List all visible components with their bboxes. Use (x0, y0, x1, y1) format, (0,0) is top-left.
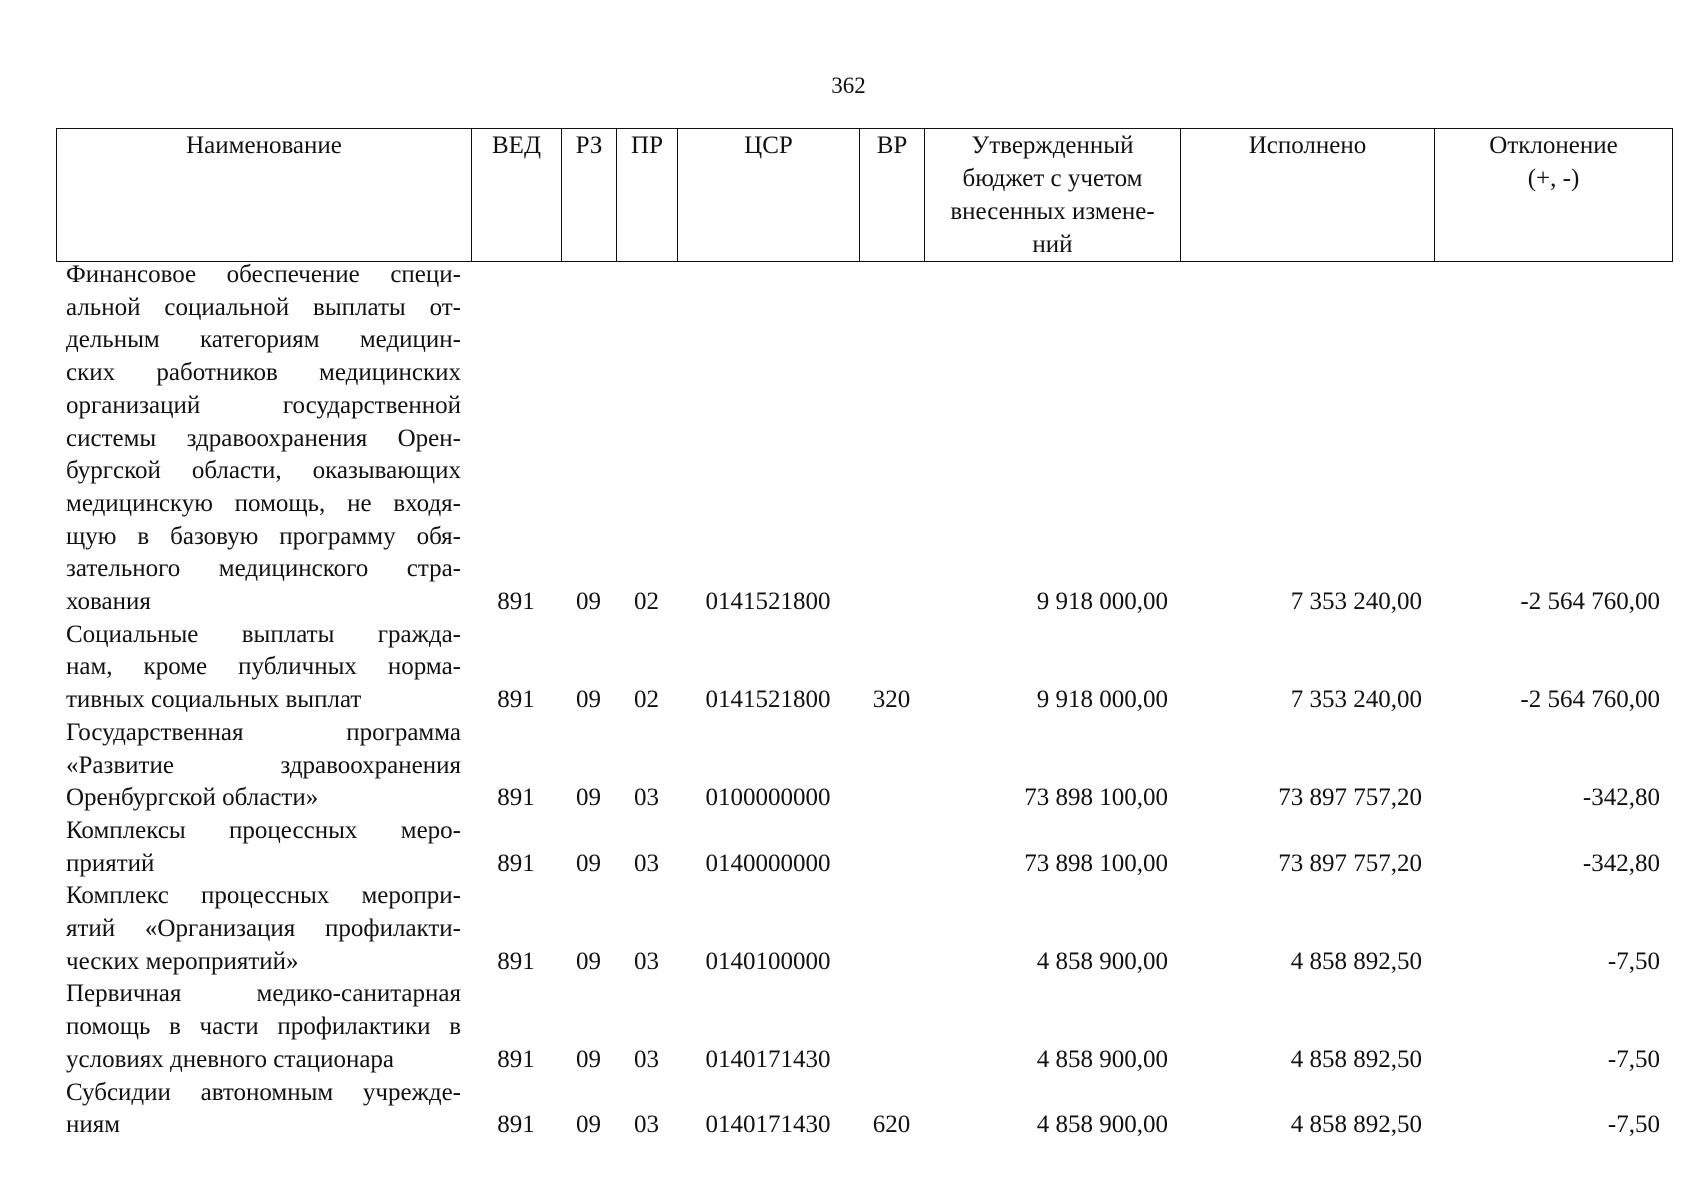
row-ved: 891 (497, 588, 535, 616)
row-name-line: Социальные выплаты гражда- (66, 620, 461, 648)
row-name-line: условиях дневного стационара (66, 1045, 395, 1073)
row-name-line: медицинскую помощь, не входя- (66, 489, 461, 517)
row-csr: 0141521800 (705, 686, 831, 714)
row-executed: 73 897 757,20 (1278, 849, 1422, 877)
row-deviation: -7,50 (1607, 947, 1660, 975)
row-name (56, 815, 471, 880)
row-csr: 0141521800 (705, 588, 831, 616)
table-row (56, 880, 1672, 978)
row-csr: 0100000000 (705, 784, 831, 812)
row-name (56, 619, 471, 717)
row-csr: 0140171430 (705, 1111, 831, 1139)
row-rz: 09 (576, 849, 601, 877)
row-pr: 02 (634, 588, 659, 616)
row-rz: 09 (576, 588, 601, 616)
row-approved: 73 898 100,00 (1024, 784, 1168, 812)
table-row (56, 619, 1672, 717)
row-pr: 02 (634, 686, 659, 714)
row-pr: 03 (634, 784, 659, 812)
row-approved: 9 918 000,00 (1036, 686, 1168, 714)
row-rz: 09 (576, 784, 601, 812)
row-name-line: дельным категориям медицин- (66, 326, 461, 354)
row-vr (859, 815, 924, 880)
row-deviation: -2 564 760,00 (1520, 588, 1660, 616)
row-name-line: Первичная медико-санитарная (66, 980, 461, 1008)
header-deviation: Отклонение (+, -) (1435, 129, 1673, 262)
row-deviation: -7,50 (1607, 1045, 1660, 1073)
row-executed: 4 858 892,50 (1290, 1111, 1422, 1139)
row-executed: 7 353 240,00 (1290, 686, 1422, 714)
row-ved: 891 (497, 1111, 535, 1139)
row-vr (859, 978, 924, 1076)
header-name: Наименование (57, 129, 472, 262)
row-csr: 0140100000 (705, 947, 831, 975)
row-approved: 4 858 900,00 (1036, 947, 1168, 975)
row-vr: 620 (872, 1111, 911, 1139)
row-ved: 891 (497, 784, 535, 812)
row-vr: 320 (872, 686, 911, 714)
row-approved: 73 898 100,00 (1024, 849, 1168, 877)
row-name (56, 1077, 471, 1142)
row-name-line: нам, кроме публичных норма- (66, 653, 461, 681)
page-number: 362 (831, 73, 866, 98)
table-row (56, 259, 1672, 619)
table-row (56, 978, 1672, 1076)
row-name-line: хования (66, 588, 151, 616)
row-approved: 4 858 900,00 (1036, 1111, 1168, 1139)
row-executed: 7 353 240,00 (1290, 588, 1422, 616)
row-executed: 73 897 757,20 (1278, 784, 1422, 812)
row-name-line: щую в базовую программу обя- (66, 522, 461, 550)
header-approved: Утвержденный бюджет с учетом внесенных измене- ний (925, 129, 1181, 262)
header-executed: Исполнено (1181, 129, 1435, 262)
row-name-line: Комплексы процессных меро- (66, 816, 461, 844)
table-row (56, 717, 1672, 815)
table-row (56, 1077, 1672, 1142)
row-pr: 03 (634, 849, 659, 877)
row-name-line: ниям (66, 1111, 121, 1139)
header-csr: ЦСР (678, 129, 860, 262)
row-vr (859, 717, 924, 815)
row-name-line: тивных социальных выплат (66, 686, 362, 714)
row-name-line: помощь в части профилактики в (66, 1013, 461, 1041)
row-name (56, 880, 471, 978)
row-deviation: -342,80 (1582, 849, 1660, 877)
row-name (56, 717, 471, 815)
row-deviation: -2 564 760,00 (1520, 686, 1660, 714)
row-deviation: -7,50 (1607, 1111, 1660, 1139)
row-name-line: бургской области, оказывающих (66, 457, 461, 485)
header-rz: РЗ (562, 129, 617, 262)
row-rz: 09 (576, 947, 601, 975)
row-name-line: ческих мероприятий» (66, 947, 299, 975)
row-rz: 09 (576, 1045, 601, 1073)
row-name-line: системы здравоохранения Орен- (66, 424, 461, 452)
row-executed: 4 858 892,50 (1290, 947, 1422, 975)
row-pr: 03 (634, 947, 659, 975)
row-name-line: Финансовое обеспечение специ- (66, 261, 461, 288)
header-vr: ВР (860, 129, 925, 262)
row-pr: 03 (634, 1111, 659, 1139)
header-ved: ВЕД (472, 129, 562, 262)
row-vr (859, 259, 924, 619)
row-vr (859, 880, 924, 978)
row-name-line: ских работников медицинских (66, 359, 461, 387)
row-name-line: приятий (66, 849, 155, 877)
row-name-line: зательного медицинского стра- (66, 555, 461, 583)
row-name-line: организаций государственной (66, 391, 461, 419)
row-name-line: «Развитие здравоохранения (66, 751, 461, 779)
table-row (56, 815, 1672, 880)
row-ved: 891 (497, 1045, 535, 1073)
row-pr: 03 (634, 1045, 659, 1073)
row-name-line: Оренбургской области» (66, 784, 319, 812)
row-approved: 4 858 900,00 (1036, 1045, 1168, 1073)
row-ved: 891 (497, 849, 535, 877)
row-name (56, 978, 471, 1076)
row-ved: 891 (497, 947, 535, 975)
header-pr: ПР (617, 129, 678, 262)
row-name-line: Комплекс процессных меропри- (66, 882, 461, 910)
row-csr: 0140000000 (705, 849, 831, 877)
row-approved: 9 918 000,00 (1036, 588, 1168, 616)
row-rz: 09 (576, 1111, 601, 1139)
row-deviation: -342,80 (1582, 784, 1660, 812)
row-executed: 4 858 892,50 (1290, 1045, 1422, 1073)
row-name-line: Государственная программа (66, 718, 461, 746)
row-name (56, 259, 471, 619)
row-name-line: альной социальной выплаты от- (66, 293, 461, 321)
row-rz: 09 (576, 686, 601, 714)
row-name-line: Субсидии автономным учрежде- (66, 1078, 461, 1106)
row-ved: 891 (497, 686, 535, 714)
row-csr: 0140171430 (705, 1045, 831, 1073)
row-name-line: ятий «Организация профилакти- (66, 915, 461, 943)
table-header (56, 128, 1673, 262)
budget-table-body (56, 259, 1672, 1142)
